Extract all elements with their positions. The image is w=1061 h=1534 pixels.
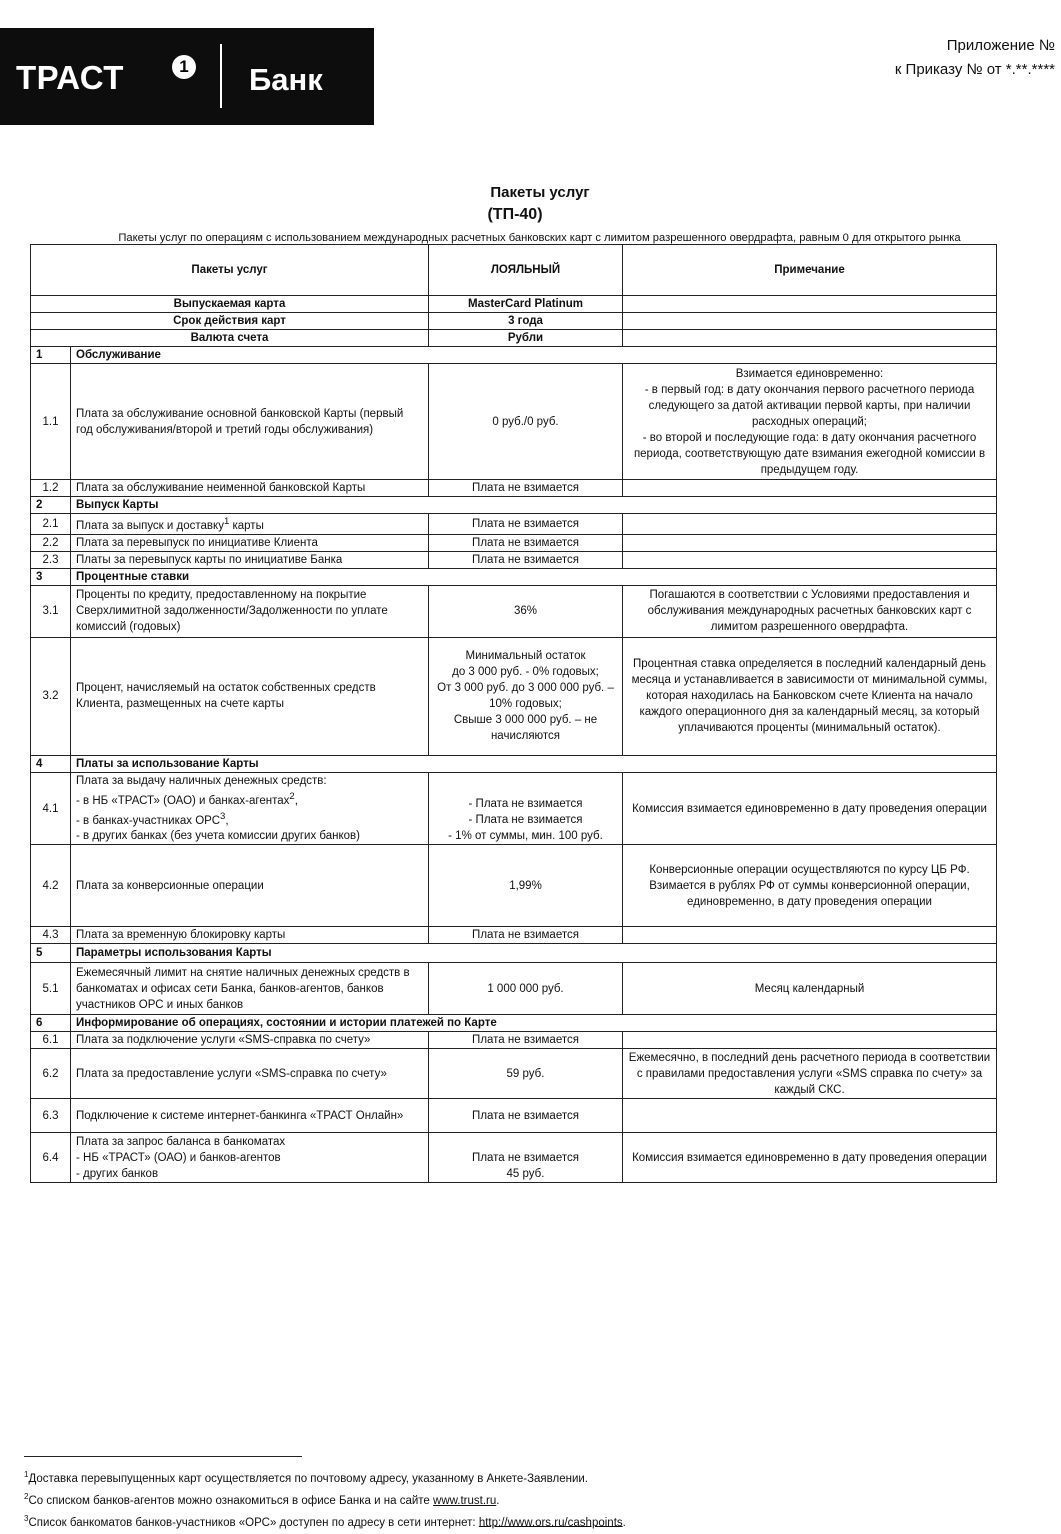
row-note: Комиссия взимается единовременно в дату проведения операции xyxy=(623,772,997,845)
value-line: 45 руб. xyxy=(506,1168,545,1181)
row-number: 2.2 xyxy=(31,534,71,551)
desc-text: Плата за выпуск и доставку xyxy=(76,519,224,532)
footnote-text: Доставка перевыпущенных карт осуществляется по почтовому адресу, указанному в Анкете-Заявлении. xyxy=(28,1472,589,1485)
row-description: Плата за обслуживание неименной банковской Карты xyxy=(71,480,429,497)
row-note xyxy=(623,514,997,535)
row-description: Плата за перевыпуск по инициативе Клиента xyxy=(71,534,429,551)
table-row xyxy=(31,1049,997,1099)
section-number: 4 xyxy=(31,755,71,772)
ors-cashpoints-link[interactable]: http://www.ors.ru/cashpoints xyxy=(478,1516,623,1529)
desc-line: Плата за выдачу наличных денежных средств: xyxy=(76,774,327,787)
table-row xyxy=(31,772,997,845)
page-title: Пакеты услуг xyxy=(490,184,590,201)
row-note xyxy=(623,330,997,347)
row-value: Плата не взимается xyxy=(429,480,623,497)
row-value xyxy=(429,772,623,845)
table-row xyxy=(31,1032,997,1049)
table-row xyxy=(31,1133,997,1183)
section-number: 2 xyxy=(31,497,71,514)
row-number: 3.2 xyxy=(31,637,71,755)
row-number: 2.3 xyxy=(31,551,71,568)
footnote-text: Со списком банков-агентов можно ознакомиться в офисе Банка и на сайте xyxy=(28,1494,434,1507)
desc-line xyxy=(76,789,423,809)
row-value: Плата не взимается xyxy=(429,534,623,551)
section-title: Информирование об операциях, состоянии и истории платежей по Карте xyxy=(71,1015,997,1032)
row-value: 3 года xyxy=(429,313,623,330)
row-description xyxy=(71,772,429,845)
table-row xyxy=(31,585,997,637)
row-value: Минимальный остаток до 3 000 руб. - 0% годовых; От 3 000 руб. до 3 000 000 руб. – 10% годовых; Свыше 3 000 000 руб. – не начисляются xyxy=(429,637,623,755)
bank-logo xyxy=(0,28,374,125)
row-number: 5.1 xyxy=(31,963,71,1015)
row-number: 6.4 xyxy=(31,1133,71,1183)
footnote-1 xyxy=(24,1466,1024,1488)
row-description: Проценты по кредиту, предоставленному на покрытие Сверхлимитной задолженности/Задолженности по уплате комиссий (годовых) xyxy=(71,585,429,637)
desc-line xyxy=(76,809,423,829)
row-value: Рубли xyxy=(429,330,623,347)
footnotes xyxy=(24,1466,1024,1531)
desc-text: , xyxy=(225,814,229,827)
section-row xyxy=(31,755,997,772)
section-title: Выпуск Карты xyxy=(71,497,997,514)
table-row xyxy=(31,364,997,480)
row-number: 6.3 xyxy=(31,1099,71,1133)
row-note xyxy=(623,1099,997,1133)
row-note: Погашаются в соответствии с Условиями предоставления и обслуживания международных расчетных банковских карт с лимитом разрешенного овердрафта. xyxy=(623,585,997,637)
desc-line: - других банков xyxy=(76,1167,159,1180)
footnote-ref: 1 xyxy=(223,516,230,527)
footnote-number: 3 xyxy=(24,1513,29,1523)
footnote-ref: 3 xyxy=(220,810,226,822)
row-description: Плата за обслуживание основной банковской Карты (первый год обслуживания/второй и третий годы обслуживания) xyxy=(71,364,429,480)
footnote-number: 1 xyxy=(24,1470,29,1479)
logo-bank-word: Банк xyxy=(249,62,323,97)
row-note: Процентная ставка определяется в последний календарный день месяца и устанавливается в зависимости от минимальной суммы, которая находилась на Банковском счете Клиента на начало каждого операционного дня за календарный месяц, за который уплачиваются проценты (минимальный остаток). xyxy=(623,637,997,755)
row-value: 1 000 000 руб. xyxy=(429,963,623,1015)
trust-site-link[interactable]: www.trust.ru xyxy=(433,1494,497,1507)
intro-text: Пакеты услуг по операциям с использованием международных расчетных банковских карт с лимитом разрешенного овердрафта, равным 0 для открытого рынка xyxy=(118,232,961,244)
desc-line: - в других банках (без учета комиссии других банков) xyxy=(76,830,360,843)
footnote-ref: 2 xyxy=(289,790,295,802)
footnote-number: 2 xyxy=(24,1491,29,1501)
section-number: 1 xyxy=(31,347,71,364)
row-note xyxy=(623,927,997,944)
row-note: Ежемесячно, в последний день расчетного периода в соответствии с правилами предоставления услуги «SMS справка по счету» за каждый СКС. xyxy=(623,1049,997,1099)
logo-divider xyxy=(220,44,222,108)
row-description xyxy=(71,1133,429,1183)
row-description: Плата за подключение услуги «SMS-справка по счету» xyxy=(71,1032,429,1049)
row-number: 1.1 xyxy=(31,364,71,480)
row-number: 4.1 xyxy=(31,772,71,845)
row-number: 4.3 xyxy=(31,927,71,944)
value-line: Плата не взимается xyxy=(472,1152,579,1165)
row-note xyxy=(623,480,997,497)
row-note: Взимается единовременно: - в первый год: в дату окончания первого расчетного периода следующего за датой активации первой карты, при наличии расходных операций; - во второй и последующие года: в дату окончания расчетного периода, соответствующую дате взимания ежегодной комиссии в предыдущем году. xyxy=(623,364,997,480)
row-note xyxy=(623,313,997,330)
logo-circle-icon: 1 xyxy=(172,55,196,79)
section-row xyxy=(31,497,997,514)
section-row xyxy=(31,944,997,963)
row-value: 0 руб./0 руб. xyxy=(429,364,623,480)
row-note xyxy=(623,1032,997,1049)
row-value: 36% xyxy=(429,585,623,637)
appendix-reference xyxy=(895,34,1055,82)
row-value: 59 руб. xyxy=(429,1049,623,1099)
value-line: - Плата не взимается xyxy=(468,798,583,811)
row-value: 1,99% xyxy=(429,845,623,927)
row-note: Месяц календарный xyxy=(623,963,997,1015)
row-value xyxy=(429,1133,623,1183)
value-line: - 1% от суммы, мин. 100 руб. xyxy=(448,830,603,843)
header-services: Пакеты услуг xyxy=(31,245,429,296)
footnote-text: . xyxy=(496,1494,500,1507)
row-value: Плата не взимается xyxy=(429,551,623,568)
table-row xyxy=(31,480,997,497)
footnote-3 xyxy=(24,1510,1024,1532)
desc-text: - в НБ «ТРАСТ» (ОАО) и банках-агентах xyxy=(76,794,290,807)
row-note: Комиссия взимается единовременно в дату проведения операции xyxy=(623,1133,997,1183)
section-number: 6 xyxy=(31,1015,71,1032)
desc-line: Плата за запрос баланса в банкоматах xyxy=(76,1135,286,1148)
desc-line: - НБ «ТРАСТ» (ОАО) и банков-агентов xyxy=(76,1151,281,1164)
header-note: Примечание xyxy=(623,245,997,296)
desc-text: , xyxy=(294,794,298,807)
row-number: 6.2 xyxy=(31,1049,71,1099)
section-row xyxy=(31,1015,997,1032)
row-description: Плата за предоставление услуги «SMS-справка по счету» xyxy=(71,1049,429,1099)
row-number: 3.1 xyxy=(31,585,71,637)
row-value: Плата не взимается xyxy=(429,1099,623,1133)
row-description: Подключение к системе интернет-банкинга «ТРАСТ Онлайн» xyxy=(71,1099,429,1133)
section-number: 3 xyxy=(31,568,71,585)
row-number: 1.2 xyxy=(31,480,71,497)
section-row xyxy=(31,568,997,585)
row-number: 6.1 xyxy=(31,1032,71,1049)
row-number: 4.2 xyxy=(31,845,71,927)
row-label: Срок действия карт xyxy=(31,313,429,330)
row-description: Процент, начисляемый на остаток собственных средств Клиента, размещенных на счете карты xyxy=(71,637,429,755)
table-row xyxy=(31,296,997,313)
row-value: Плата не взимается xyxy=(429,1032,623,1049)
footnote-text: . xyxy=(622,1516,626,1529)
row-value: Плата не взимается xyxy=(429,927,623,944)
table-row xyxy=(31,963,997,1015)
row-description xyxy=(71,514,429,535)
value-line: - Плата не взимается xyxy=(468,814,583,827)
tariff-table xyxy=(30,244,997,1183)
table-row xyxy=(31,845,997,927)
section-title: Платы за использование Карты xyxy=(71,755,997,772)
page-subtitle: (ТП-40) xyxy=(487,206,543,223)
table-row xyxy=(31,534,997,551)
table-row xyxy=(31,551,997,568)
desc-text: - в банках-участниках ОРС xyxy=(76,814,221,827)
section-title: Обслуживание xyxy=(71,347,997,364)
row-label: Выпускаемая карта xyxy=(31,296,429,313)
row-note xyxy=(623,534,997,551)
desc-text: карты xyxy=(229,519,264,532)
section-number: 5 xyxy=(31,944,71,963)
row-value: Плата не взимается xyxy=(429,514,623,535)
table-row xyxy=(31,313,997,330)
section-row xyxy=(31,347,997,364)
appendix-line: Приложение № xyxy=(946,37,1055,54)
section-title: Параметры использования Карты xyxy=(71,944,997,963)
header-plan: ЛОЯЛЬНЫЙ xyxy=(429,245,623,296)
logo-brand-name: ТРАСТ xyxy=(16,59,124,96)
footnote-divider xyxy=(24,1456,302,1457)
table-row xyxy=(31,927,997,944)
row-note xyxy=(623,296,997,313)
table-row xyxy=(31,1099,997,1133)
table-row xyxy=(31,514,997,535)
footnote-text: Список банкоматов банков-участников «ОРС» доступен по адресу в сети интернет: xyxy=(28,1516,479,1529)
row-description: Ежемесячный лимит на снятие наличных денежных средств в банкоматах и офисах сети Банка, банков-агентов, банков участников ОРС и иных банков xyxy=(71,963,429,1015)
row-value: MasterCard Platinum xyxy=(429,296,623,313)
row-description: Платы за перевыпуск карты по инициативе Банка xyxy=(71,551,429,568)
table-row xyxy=(31,637,997,755)
section-title: Процентные ставки xyxy=(71,568,997,585)
row-description: Плата за временную блокировку карты xyxy=(71,927,429,944)
row-label: Валюта счета xyxy=(31,330,429,347)
table-row xyxy=(31,330,997,347)
row-note: Конверсионные операции осуществляются по курсу ЦБ РФ. Взимается в рублях РФ от суммы конверсионной операции, единовременно, в дату проведения операции xyxy=(623,845,997,927)
table-header-row xyxy=(31,245,997,296)
order-line: к Приказу № от *.**.**** xyxy=(894,61,1055,78)
row-number: 2.1 xyxy=(31,514,71,535)
footnote-2 xyxy=(24,1488,1024,1510)
row-note xyxy=(623,551,997,568)
row-description: Плата за конверсионные операции xyxy=(71,845,429,927)
